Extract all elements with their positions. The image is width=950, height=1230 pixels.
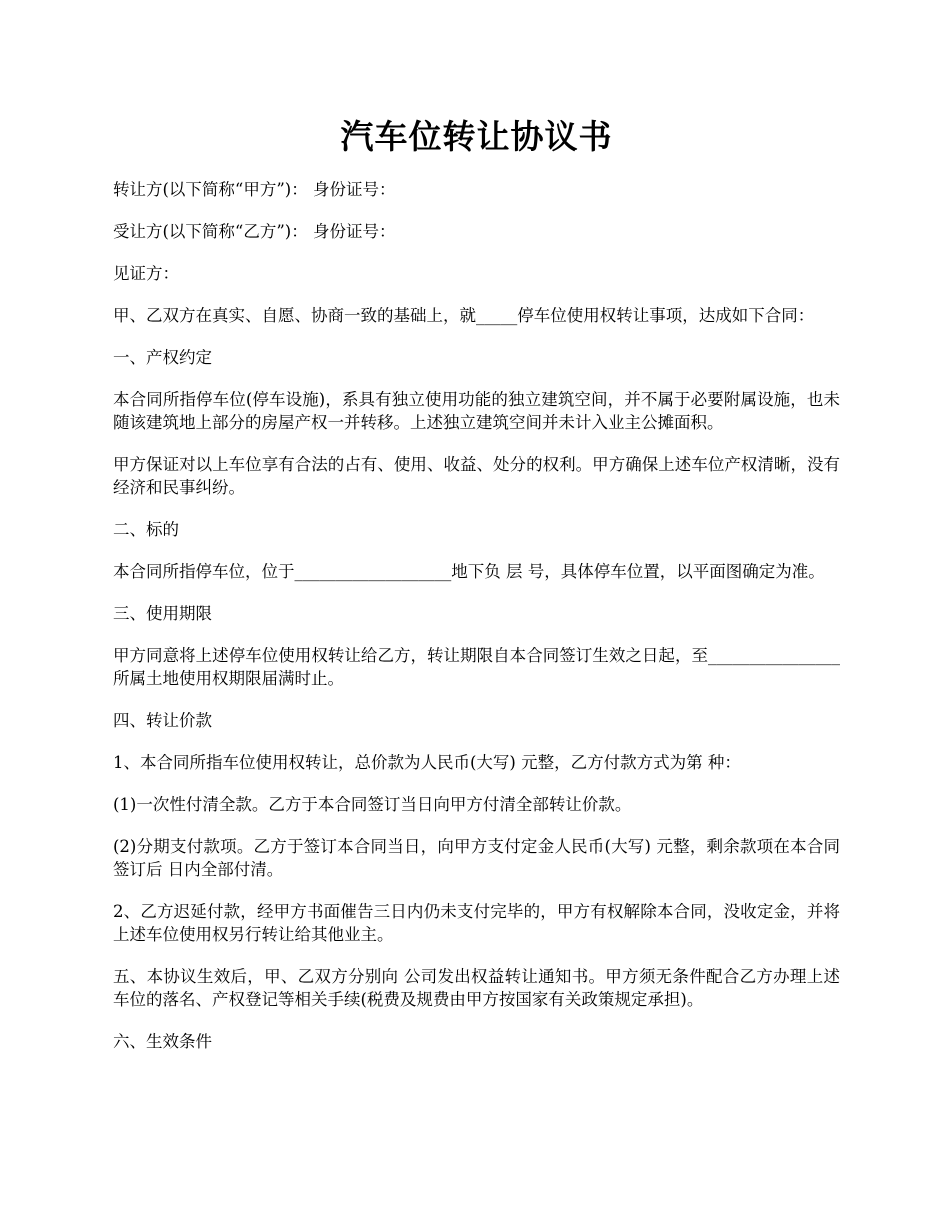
document-page (113, 112, 840, 1072)
subject-paragraph: 本合同所指停车位，位于___________________地下负 层 号，具体停车位置，以平面图确定为准。 (113, 562, 825, 581)
price-option-1: (1)一次性付清全款。乙方于本合同签订当日向甲方付清全部转让价款。 (113, 795, 632, 814)
transferee-line: 受让方(以下简称“乙方”)： 身份证号： (113, 222, 396, 241)
section-heading-property: 一、产权约定 (113, 348, 212, 367)
term-paragraph: 甲方同意将上述停车位使用权转让给乙方，转让期限自本合同签订生效之日起，至________________所属土地使用权期限届满时止。 (113, 646, 840, 688)
price-paragraph-2: 2、乙方迟延付款，经甲方书面催告三日内仍未支付完毕的，甲方有权解除本合同，没收定金，并将上述车位使用权另行转让给其他业主。 (113, 902, 840, 944)
property-paragraph-1: 本合同所指停车位(停车设施)，系具有独立使用功能的独立建筑空间，并不属于必要附属设施，也未随该建筑地上部分的房屋产权一并转移。上述独立建筑空间并未计入业主公摊面积。 (113, 390, 840, 432)
property-paragraph-2: 甲方保证对以上车位享有合法的占有、使用、收益、处分的权利。甲方确保上述车位产权清晰，没有经济和民事纠纷。 (113, 455, 840, 497)
price-option-2: (2)分期支付款项。乙方于签订本合同当日，向甲方支付定金人民币(大写) 元整，剩余款项在本合同签订后 日内全部付清。 (113, 837, 840, 879)
document-title: 汽车位转让协议书 (340, 117, 613, 156)
section-heading-effect: 六、生效条件 (113, 1032, 212, 1051)
section-heading-term: 三、使用期限 (113, 604, 212, 623)
section-heading-price: 四、转让价款 (113, 711, 212, 730)
intro-paragraph: 甲、乙双方在真实、自愿、协商一致的基础上，就_____停车位使用权转让事项，达成如下合同： (113, 306, 815, 325)
section-five-paragraph: 五、本协议生效后，甲、乙双方分别向 公司发出权益转让通知书。甲方须无条件配合乙方办理上述车位的落名、产权登记等相关手续(税费及规费由甲方按国家有关政策规定承担)。 (113, 967, 840, 1009)
section-heading-subject: 二、标的 (113, 520, 179, 539)
witness-line: 见证方： (113, 264, 179, 283)
price-paragraph-1: 1、本合同所指车位使用权转让，总价款为人民币(大写) 元整，乙方付款方式为第 种： (113, 753, 741, 772)
transferor-line: 转让方(以下简称“甲方”)： 身份证号： (113, 180, 396, 199)
